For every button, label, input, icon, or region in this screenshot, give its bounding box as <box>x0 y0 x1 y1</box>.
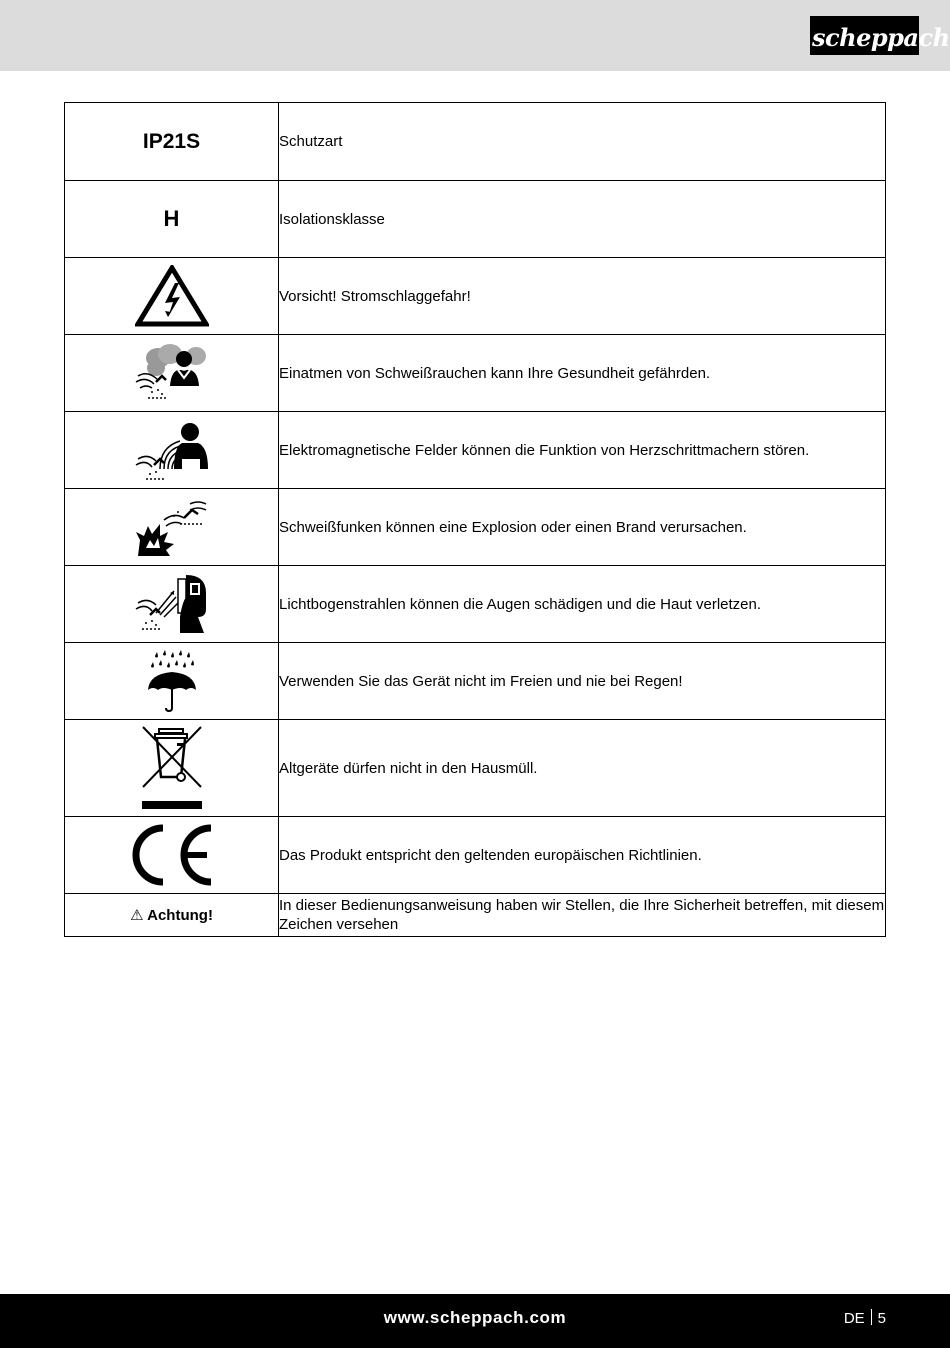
table-row <box>65 258 886 335</box>
table-row <box>65 103 886 181</box>
table-row <box>65 817 886 894</box>
symbol-cell <box>65 894 279 937</box>
rain-umbrella-icon <box>145 650 199 712</box>
achtung-label: ⚠ Achtung! <box>130 906 213 924</box>
symbol-cell <box>65 566 279 643</box>
symbol-cell <box>65 643 279 720</box>
symbol-cell <box>65 412 279 489</box>
symbol-table <box>64 102 886 937</box>
crossed-out-bin-icon <box>139 725 205 811</box>
description-cell: Lichtbogenstrahlen können die Augen schädigen und die Haut verletzen. <box>279 566 886 643</box>
language-code: DE <box>843 1310 865 1327</box>
welding-sparks-explosion-icon <box>134 496 210 558</box>
table-row <box>65 894 886 937</box>
page-number: 5 <box>877 1310 886 1327</box>
symbol-cell <box>65 817 279 894</box>
table-row <box>65 489 886 566</box>
electric-shock-warning-icon <box>135 265 209 327</box>
table-row <box>65 566 886 643</box>
description-cell: Schutzart <box>279 103 886 181</box>
description-cell: Schweißfunken können eine Explosion oder einen Brand verursachen. <box>279 489 886 566</box>
description-cell: In dieser Bedienungsanweisung haben wir Stellen, die Ihre Sicherheit betreffen, mit diesem Zeichen versehen <box>279 894 886 937</box>
scheppach-logo: scheppach <box>810 16 919 55</box>
table-row <box>65 412 886 489</box>
ip-rating-code: IP21S <box>142 129 201 153</box>
separator <box>871 1309 872 1325</box>
page-indicator <box>844 1309 886 1327</box>
description-cell: Isolationsklasse <box>279 181 886 258</box>
description-cell: Vorsicht! Stromschlaggefahr! <box>279 258 886 335</box>
insulation-class-code: H <box>163 206 180 231</box>
symbol-cell <box>65 181 279 258</box>
table-row <box>65 181 886 258</box>
table-row <box>65 720 886 817</box>
symbol-cell <box>65 720 279 817</box>
header-bar <box>0 0 950 71</box>
ce-mark-icon <box>129 824 215 886</box>
footer-bar <box>0 1294 950 1348</box>
table-row <box>65 335 886 412</box>
symbol-cell <box>65 258 279 335</box>
symbol-cell <box>65 489 279 566</box>
description-cell: Einatmen von Schweißrauchen kann Ihre Gesundheit gefährden. <box>279 335 886 412</box>
website-url: www.scheppach.com <box>383 1308 567 1327</box>
description-cell: Elektromagnetische Felder können die Funktion von Herzschrittmachern stören. <box>279 412 886 489</box>
description-cell: Altgeräte dürfen nicht in den Hausmüll. <box>279 720 886 817</box>
table-row <box>65 643 886 720</box>
arc-rays-face-shield-icon <box>134 573 210 635</box>
symbol-cell <box>65 335 279 412</box>
symbol-cell <box>65 103 279 181</box>
welding-fumes-icon <box>134 342 210 404</box>
description-cell: Verwenden Sie das Gerät nicht im Freien und nie bei Regen! <box>279 643 886 720</box>
description-cell: Das Produkt entspricht den geltenden europäischen Richtlinien. <box>279 817 886 894</box>
electromagnetic-field-icon <box>134 419 210 481</box>
